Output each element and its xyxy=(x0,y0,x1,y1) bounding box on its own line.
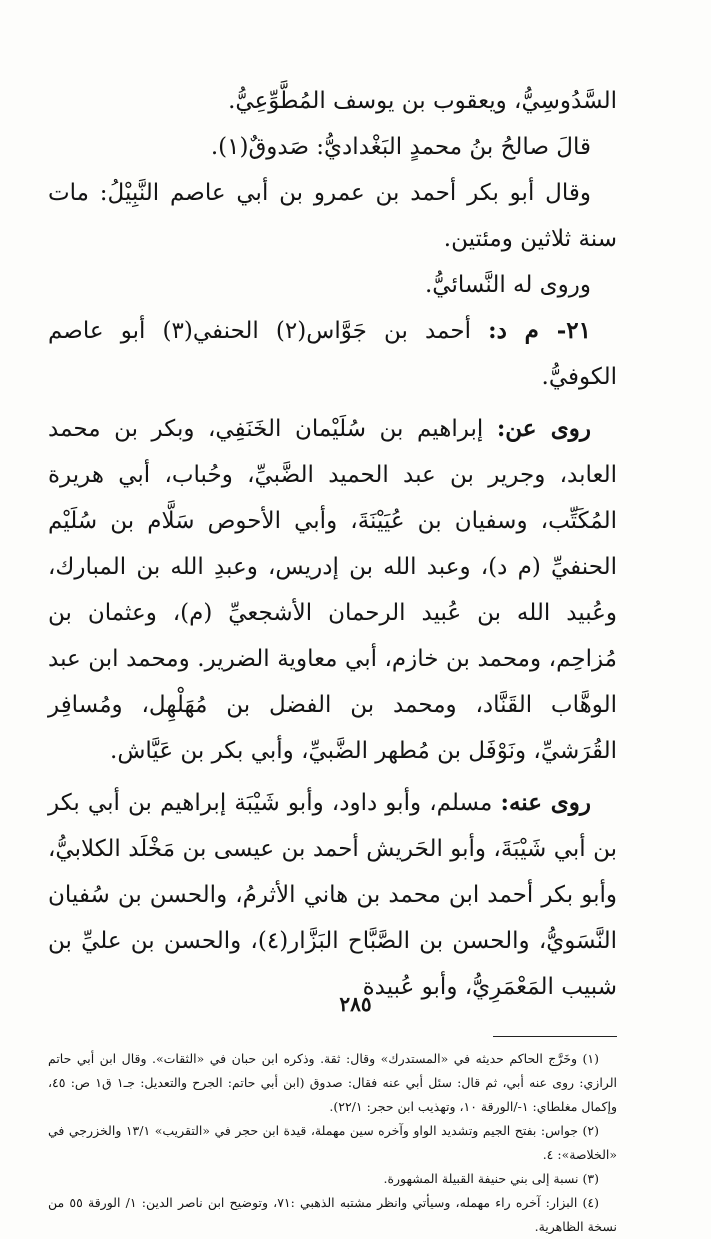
paragraph-text: السَّدُوسِيُّ، ويعقوب بن يوسف المُطَّوِّعِيُّ. xyxy=(228,88,617,114)
paragraph-text: قالَ صالحُ بنُ محمدٍ البَغْداديُّ: صَدوقٌ(١). xyxy=(210,134,591,160)
narrated-from-text: إبراهيم بن سُلَيْمان الخَنَفِي، وبكر بن محمد العابد، وجرير بن عبد الحميد الضَّبيِّ، وحُباب، أبي هريرة المُكَتِّب، وسفيان بن عُيَيْنَةَ، وأبي الأحوص سَلَّام بن سُلَيْم الحنفيِّ (م د)، وعبد الله بن إدريس، وعبدِ الله بن المبارك، وعُبيد الله بن عُبيد الرحمان الأشجعيِّ (م)، وعثمان بن مُزاحِم، ومحمد بن خازم، أبي معاوية الضرير. ومحمد ابن عبد الوهَّاب القَنَّاد، ومحمد بن الفضل بن مُهَلْهِل، ومُسافِر القُرَشيِّ، ونَوْفَل بن مُطهر الضَّبيِّ، وأبي بكر بن عَيَّاش. xyxy=(48,416,617,764)
narrated-from-label: روى عن: xyxy=(496,415,591,442)
entry-title: أحمد بن جَوَّاس(٢) الحنفي(٣) أبو عاصم الكوفيُّ. xyxy=(48,318,617,390)
paragraph xyxy=(48,78,617,124)
main-text xyxy=(48,78,617,1010)
paragraph xyxy=(48,170,617,262)
paragraph-text: وروى له النَّسائيُّ. xyxy=(424,272,591,298)
paragraph xyxy=(48,124,617,170)
narrated-by-paragraph xyxy=(48,780,617,1010)
narrated-by-text: مسلم، وأبو داود، وأبو شَيْبَة إبراهيم بن أبي بكر بن أبي شَيْبَةَ، وأبو الحَريش أحمد بن عيسى بن مَخْلَد الكلابيُّ، وأبو بكر أحمد ابن محمد بن هاني الأثرمُ، والحسن بن سُفيان النَّسَويُّ، والحسن بن الصَّبَّاح البَزَّار(٤)، والحسن بن عليِّ بن شبيب المَعْمَرِيُّ، وأبو عُبيدة xyxy=(48,790,617,1000)
footnote: (٣) نسبة إلى بني حنيفة القبيلة المشهورة. xyxy=(383,1171,599,1186)
page-number: ٢٨٥ xyxy=(339,992,372,1016)
narrated-from-paragraph xyxy=(48,406,617,774)
footnote-separator xyxy=(493,1036,617,1037)
narrated-by-label: روى عنه: xyxy=(500,789,591,816)
footnote: (٤) البزار: آخره راء مهمله، وسيأتي وانظر مشتبه الذهبي :٧١، وتوضيح ابن ناصر الدين: ١/ الورقة ٥٥ من نسخة الظاهرية. xyxy=(48,1195,617,1234)
paragraph xyxy=(48,262,617,308)
entry-number: ٢١- م د: xyxy=(488,317,591,344)
footnote: (١) وخَرَّج الحاكم حديثه في «المستدرك» وقال: ثقة. وذكره ابن حبان في «الثقات». وقال ابن أبي حاتم الرازي: روى عنه أبي، ثم قال: سئل أبي عنه فقال: صدوق (ابن أبي حاتم: الجرح والتعديل: جـ١ ق١ ص: ٤٥، وإكمال مغلطاي: ١-/الورقة ١٠، وتهذيب ابن حجر: ٢٢/١). xyxy=(48,1051,617,1114)
entry-heading xyxy=(48,308,617,400)
footnote: (٢) جواس: بفتح الجيم وتشديد الواو وآخره سين مهملة، قيدة ابن حجر في «التقريب» ١٣/١ والخزرجي في «الخلاصة»: ٤. xyxy=(48,1123,617,1162)
paragraph-text: وقال أبو بكر أحمد بن عمرو بن أبي عاصم النَّبِيْلُ: مات سنة ثلاثين ومئتين. xyxy=(48,180,617,252)
